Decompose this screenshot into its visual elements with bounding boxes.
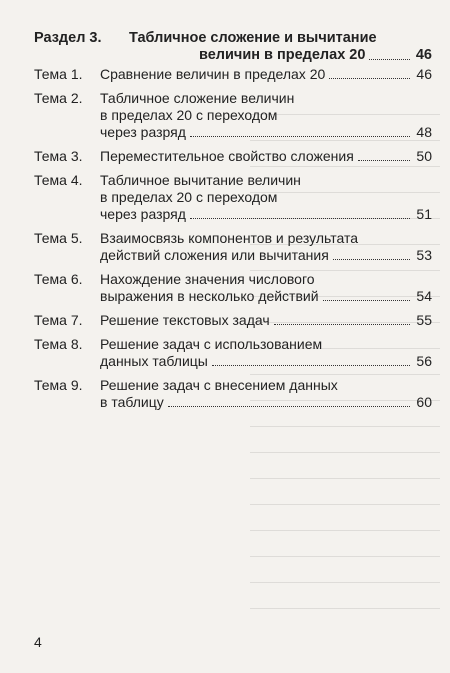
entry-title-last-line [100,66,432,83]
entry-title-line: Переместительное свойство сложения [100,148,354,164]
entry-title [96,172,432,223]
entry-title [96,377,432,411]
entry-page-number: 60 [416,394,432,410]
entry-title-last-line [100,353,432,370]
toc-entries [34,66,432,411]
leader-dots [190,136,410,137]
entry-label: Тема 2. [34,90,83,106]
leader-dots [190,218,410,219]
leader-dots [274,324,410,325]
entry-title-line: Решение задач с использованием [100,336,323,352]
toc-entry [34,66,432,83]
toc-entry [34,377,432,411]
entry-page-number: 46 [416,66,432,82]
entry-title-last-line [100,312,432,329]
entry-title [96,271,432,305]
leader-dots [212,365,410,366]
entry-title-line: через разряд [100,206,186,222]
toc-entry [34,271,432,305]
entry-label: Тема 1. [34,66,83,82]
section-page-number: 46 [415,47,432,63]
entry-title [96,148,432,165]
entry-page-number: 51 [416,206,432,222]
leader-dots [323,300,410,301]
table-of-contents [34,30,432,418]
entry-title-line: выражения в несколько действий [100,288,319,304]
entry-title [96,90,432,141]
section-title-line-2: величин в пределах 20 [199,47,366,63]
section-title-last-line [129,47,432,64]
entry-title-line: Решение задач с внесением данных [100,377,338,393]
leader-dots [369,59,410,60]
toc-entry [34,148,432,165]
entry-label: Тема 8. [34,336,83,352]
leader-dots [333,259,410,260]
entry-title-line: Решение текстовых задач [100,312,270,328]
entry-page-number: 53 [416,247,432,263]
entry-label: Тема 5. [34,230,83,246]
section-title-line-1: Табличное сложение и вычитание [129,30,377,46]
leader-dots [358,160,410,161]
entry-page-number: 50 [416,148,432,164]
entry-title [96,66,432,83]
entry-page-number: 48 [416,124,432,140]
entry-title-line: через разряд [100,124,186,140]
entry-title-last-line [100,206,432,223]
entry-label: Тема 7. [34,312,83,328]
entry-page-number: 56 [416,353,432,369]
toc-entry [34,336,432,370]
entry-title-line: Взаимосвязь компонентов и результата [100,230,358,246]
toc-entry [34,172,432,223]
entry-title-line: Сравнение величин в пределах 20 [100,66,326,82]
entry-title-last-line [100,247,432,264]
section-title [126,30,432,64]
entry-title [96,336,432,370]
leader-dots [329,78,410,79]
entry-title-line: Табличное сложение величин [100,90,295,106]
entry-page-number: 54 [416,288,432,304]
entry-title-line: Табличное вычитание величин [100,172,301,188]
entry-page-number: 55 [416,312,432,328]
entry-title-line: действий сложения или вычитания [100,247,329,263]
entry-title-line: данных таблицы [100,353,208,369]
entry-label: Тема 3. [34,148,83,164]
entry-title-line: в пределах 20 с переходом [100,107,278,123]
page-number: 4 [34,634,42,650]
section-heading [34,30,432,64]
entry-title-last-line [100,148,432,165]
entry-title-last-line [100,124,432,141]
entry-label: Тема 9. [34,377,83,393]
toc-entry [34,230,432,264]
section-label: Раздел 3. [34,30,102,46]
toc-entry [34,90,432,141]
entry-title [96,230,432,264]
entry-title-line: в пределах 20 с переходом [100,189,278,205]
entry-title-last-line [100,394,432,411]
entry-label: Тема 6. [34,271,83,287]
leader-dots [168,406,410,407]
entry-title-line: в таблицу [100,394,164,410]
entry-label: Тема 4. [34,172,83,188]
entry-title [96,312,432,329]
entry-title-last-line [100,288,432,305]
toc-entry [34,312,432,329]
entry-title-line: Нахождение значения числового [100,271,315,287]
